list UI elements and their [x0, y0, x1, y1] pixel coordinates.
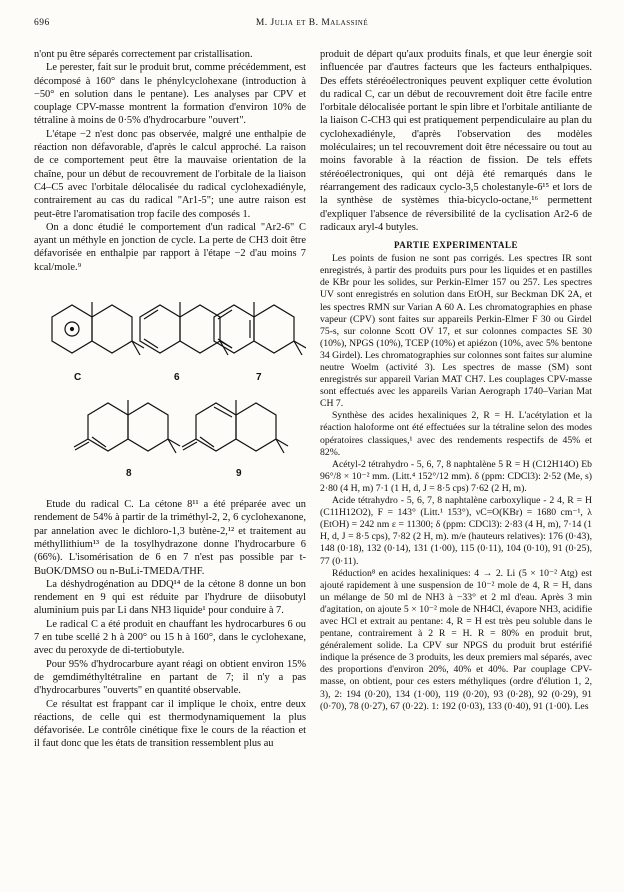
structure-label-9: 9 [236, 468, 242, 480]
paragraph: n'ont pu être séparés correctement par cristallisation. [34, 49, 253, 60]
page-number: 696 [34, 18, 50, 28]
structure-9 [182, 400, 288, 453]
paragraph: Le perester, fait sur le produit brut, comme précédemment, est décomposé à 160° dans le phénylcyclohexane (introduction à −50° en solution dans le pentane). Les analyses par CPV et couplage CPV-masse montrent la formation d'environ 10% de tétraline à moins de 0·5% d'hydrocarbure "ouvert". [34, 62, 306, 127]
section-heading: PARTIE EXPERIMENTALE [393, 240, 519, 251]
structures-drawing [34, 280, 306, 490]
experimental-section [320, 253, 592, 713]
structure-label-7: 7 [256, 372, 262, 384]
paragraph: L'étape −2 n'est donc pas observée, malgré une enthalpie de réaction non défavorable, d'après le calcul approché. La raison de ce comportement peut être la mauvaise orientation de la chaîne, pour un début de recouvrement de l'orbitale de la liaison C4–C5 avec l'orbitale délocalisée du radical cyclohexadiényle, contrairement au cas du radical "Ar1-5"; une autre raison est peut-être l'aromatisation trop facile des composés 1. [34, 128, 306, 220]
chemical-structures-figure [34, 280, 306, 490]
paragraph: produit de départ qu'aux produits finals, et que leur énergie soit influencée par d'autres facteurs que les facteurs enthalpiques. Des effets stéréoélectroniques peuvent expliquer cette évolution du radical C, car un début de recouvrement doit être facile entre l'orbitale délocalisée portant le spin libre et l'orbitale antiliante de la liaison C-CH3 qui est pratiquement perpendiculaire au plan du cyclohexadiényle, d'après l'observation des modèles moléculaires; un tel recouvrement doit être nécessaire ou tout au moins favorable à la réaction de fission. De tels effets stéréoélectroniques, qui ont déjà été remarqués dans le réarrangement des radicaux cyclo-3,5 cholestanyle-6¹⁵ et lors de la synthèse de systèmes thia-bicyclo-octane,¹⁶ permettent d'expliquer l'absence de réversibilité de la cyclisation Ar2-6 de radicaux aryl-4 butyles. [320, 49, 592, 233]
paragraph: Etude du radical C. La cétone 8¹¹ a été préparée avec un rendement de 54% à partir de la triméthyl-2, 2, 6 cyclohexanone, par annelation avec le dichloro-1,3 butène-2,¹² et traitement au méthyllithium¹³ de la tosylhydrazone donne l'hydrocarbure 6 (66%). L'isomérisation de 6 en 7 n'est pas possible par t-BuOK/DMSO ou n-BuLi-TMEDA/THF. [34, 499, 306, 577]
paragraph: Les points de fusion ne sont pas corrigés. Les spectres IR sont enregistrés, à partir des produits purs pour les liquides et en pastilles de KBr pour les solides, sur Perkin-Elmer 157 ou 257. Les spectres UV sont enregistrés en solution dans EtOH, sur Beckman DK 2A, et les spectres RMN sur Varian A 60 A. Les chromatographies en phase vapeur (CPV) sont faites sur appareils Perkin-Elmer F 30 ou Girdel 75-s, sur colonne Scott OV 17, et sur colonnes compactes SE 30 (10%), NPGS (10%), TCEP (10%) et apiézon (10%, avec 5% bentone 34 Girdel). Les chromatographies sur colonnes sont faites sur alumine neutre Woelm (activité 3). Les spectres de masse (SM) sont enregistrés sur appareil Varian MAT CH7. Les couplages CPV-masse sont effectués avec les appareils Varian Aerograph 1740–Varian Mat CH 7. [320, 253, 592, 410]
structure-c [52, 302, 144, 355]
structure-label-6: 6 [174, 372, 180, 384]
structure-label-c: C [74, 372, 82, 384]
paragraph: On a donc étudié le comportement d'un radical "Ar2-6" C ayant un méthyle en jonction de cycle. La perte de CH3 doit être défavorisée en enthalpie par rapport à l'étape −2 d'au moins 7 kcal/mole.⁹ [34, 221, 306, 273]
right-column [320, 48, 592, 878]
paragraph: Acide tétrahydro - 5, 6, 7, 8 naphtalène carboxylique - 2 4, R = H (C11H12O2), F = 143° (Litt.¹ 153°), νC=O(KBr) = 1680 cm⁻¹, λ (EtOH) = 242 nm ε = 11300; δ (ppm: CDCl3): 2·83 (4 H, m), 7·14 (1 H, d, J = 8·5 cps), 7·82 (2 H, m). m/e (hauteurs relatives): 176 (0·43), 148 (0·18), 132 (0·14), 131 (1·00), 115 (0·11), 104 (0·10), 91 (0·25), 77 (0·11). [320, 495, 592, 567]
paragraph: Pour 95% d'hydrocarbure ayant réagi on obtient environ 15% de gemdiméthyltétraline en partant de 7; il n'y a pas d'hydrocarbures "ouverts" en quantité observable. [34, 658, 306, 697]
left-column [34, 48, 306, 878]
structure-label-8: 8 [126, 468, 132, 480]
structure-8 [74, 400, 180, 453]
structure-6 [140, 302, 232, 355]
paragraph: Ce résultat est frappant car il implique le choix, entre deux réactions, de celle qui est thermodynamiquement la plus défavorisée. Le contrôle cinétique fixe le cours de la réaction et il faut donc que les états de transition ressemblent plus au [34, 698, 306, 750]
paragraph: Acétyl-2 tétrahydro - 5, 6, 7, 8 naphtalène 5 R = H (C12H14O) Eb 96°/8 × 10⁻² mm. (Litt.⁴ 152°/12 mm). δ (ppm: CDCl3): 2·52 (Me, s) 2·80 (4 H, m) 7·1 (1 H, d, J = 8·5 cps) 7·62 (2 H, m). [320, 458, 592, 494]
paragraph: La déshydrogénation au DDQ¹⁴ de la cétone 8 donne un bon rendement en 9 qui est réduite par l'hydrure de diisobutyl aluminium puis par Li dans NH3 liquide¹ pour conduire à 7. [34, 578, 306, 617]
structure-7 [214, 302, 306, 355]
page-header [34, 18, 590, 32]
paragraph: Le radical C a été produit en chauffant les hydrocarbures 6 ou 7 en tube scellé 2 h à 200° ou 15 h à 160°, dans le cyclohexane, avec du peroxyde de di-tertiobutyle. [34, 618, 306, 657]
paragraph: Réduction⁸ en acides hexaliniques: 4 → 2. Li (5 × 10⁻² Atg) est ajouté rapidement à une suspension de 10⁻² mole de 4, R = H, dans un mélange de 50 ml de NH3 à −33° et 2 ml d'eau. Après 3 min d'agitation, on ajoute 5 × 10⁻² mole de NH4Cl, évapore NH3, acidifie avec HCl et extrait au pentane: 4, R = H est très peu soluble dans le pentane, contrairement à 2 R = H. R = 80% en produit brut, généralement solide. La CPV sur NPGS du produit brut estérifié indique la présence de 3 produits, les deux premiers mal séparés, avec des proportions d'environ 20%, 40% et 40%. Par couplage CPV-masse, on obtient, pour ces esters méthyliques (ordre d'élution 1, 2, 3), 2: 194 (0·20), 134 (1·00), 119 (0·20), 93 (0·28), 92 (0·29), 91 (0·70), 78 (0·27), 67 (0·22). 1: 192 (0·03), 133 (0·40), 91 (1·00). Les [320, 567, 592, 712]
paragraph: Synthèse des acides hexaliniques 2, R = H. L'acétylation et la réaction haloforme ont été effectuées sur la tétraline selon des modes opératoires classiques,¹ avec des rendements respectifs de 45% et 82%. [320, 410, 592, 458]
running-title: M. Julia et B. Malassiné [255, 18, 369, 28]
